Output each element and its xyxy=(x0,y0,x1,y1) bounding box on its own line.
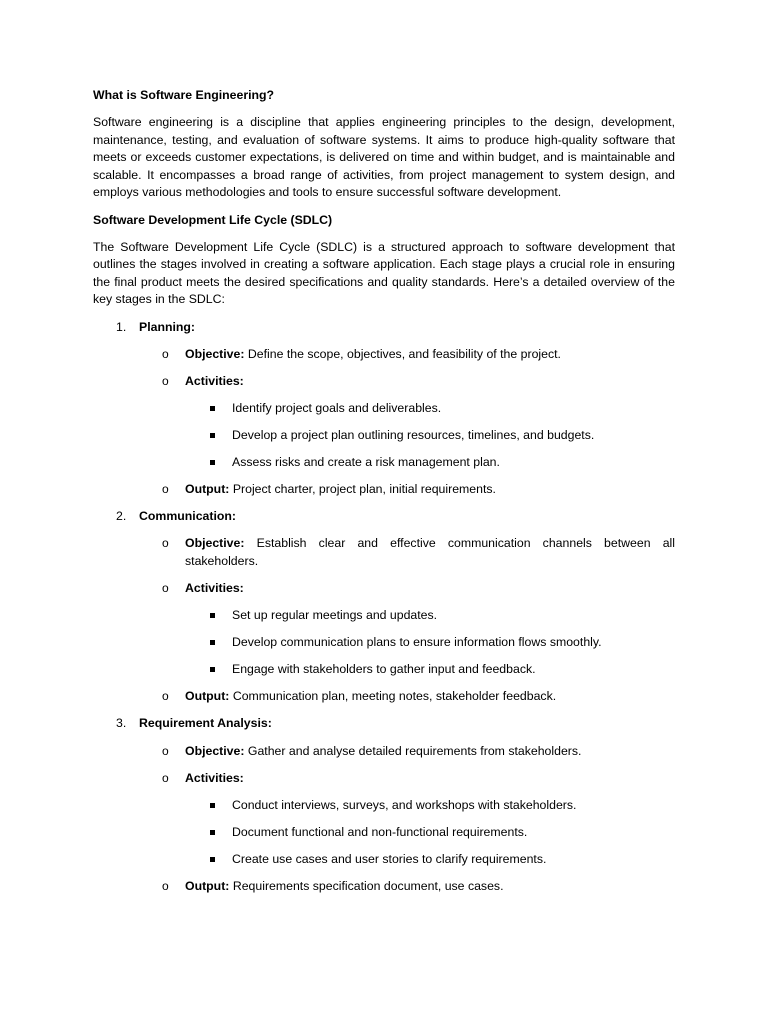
square-bullet-icon xyxy=(210,803,215,808)
circle-bullet-icon: o xyxy=(162,743,169,758)
square-bullet-icon xyxy=(210,460,215,465)
objective-item xyxy=(93,535,675,570)
stage-number: 3. xyxy=(116,716,127,731)
stage-title: Planning: xyxy=(139,319,196,334)
circle-bullet-icon: o xyxy=(162,879,169,893)
activity-text: Create use cases and user stories to clarify requirements. xyxy=(232,851,547,866)
activity-text: Document functional and non-functional requirements. xyxy=(232,824,528,839)
output-item xyxy=(93,878,675,896)
stage-number: 1. xyxy=(116,319,127,334)
activity-item xyxy=(93,634,675,652)
circle-bullet-icon: o xyxy=(162,482,169,497)
activities-label: Activities: xyxy=(185,373,244,388)
square-bullet-icon xyxy=(210,433,215,438)
objective-label: Objective: xyxy=(185,743,245,758)
stage-item xyxy=(93,715,675,733)
objective-text: Establish clear and effective communication channels between all stakeholders. xyxy=(185,536,675,568)
activity-text: Identify project goals and deliverables. xyxy=(232,400,442,415)
objective-label: Objective: xyxy=(185,536,245,551)
stage-item xyxy=(93,319,675,337)
activity-item xyxy=(93,454,675,472)
square-bullet-icon xyxy=(210,667,215,672)
activities-item xyxy=(93,373,675,391)
square-bullet-icon xyxy=(210,406,215,411)
circle-bullet-icon: o xyxy=(162,346,169,361)
objective-text: Gather and analyse detailed requirements from stakeholders. xyxy=(247,743,582,758)
activity-text: Conduct interviews, surveys, and workshops with stakeholders. xyxy=(232,797,577,812)
document-body xyxy=(93,87,675,896)
activity-item xyxy=(93,797,675,815)
circle-bullet-icon: o xyxy=(162,373,169,388)
stage-title: Communication: xyxy=(139,509,237,524)
stage-item xyxy=(93,508,675,526)
output-item xyxy=(93,481,675,499)
objective-label: Objective: xyxy=(185,346,245,361)
activity-text: Engage with stakeholders to gather input and feedback. xyxy=(232,662,536,677)
square-bullet-icon xyxy=(210,830,215,835)
activity-item xyxy=(93,851,675,869)
activity-item xyxy=(93,400,675,418)
activities-item xyxy=(93,580,675,598)
sdlc-intro-paragraph: The Software Development Life Cycle (SDLC) is a structured approach to software development that outlines the stages involved in creating a software application. Each stage plays a crucial role in ensuring the final product meets the desired specifications and quality standards. Here’s a detailed overview of the key stages in the SDLC: xyxy=(93,239,675,307)
output-label: Output: xyxy=(185,879,230,893)
output-text: Requirements specification document, use cases. xyxy=(232,879,504,893)
page-title: What is Software Engineering? xyxy=(93,88,275,102)
output-text: Project charter, project plan, initial requirements. xyxy=(232,482,496,497)
output-label: Output: xyxy=(185,689,230,704)
activities-label: Activities: xyxy=(185,580,244,595)
activity-text: Develop a project plan outlining resources, timelines, and budgets. xyxy=(232,427,595,442)
stage-number: 2. xyxy=(116,509,127,524)
activity-item xyxy=(93,661,675,679)
activities-item xyxy=(93,770,675,788)
stage-title: Requirement Analysis: xyxy=(139,716,272,731)
activities-label: Activities: xyxy=(185,770,244,785)
activity-text: Set up regular meetings and updates. xyxy=(232,608,438,623)
activity-item xyxy=(93,607,675,625)
objective-text: Define the scope, objectives, and feasibility of the project. xyxy=(247,346,561,361)
output-text: Communication plan, meeting notes, stakeholder feedback. xyxy=(232,689,557,704)
activity-item xyxy=(93,824,675,842)
square-bullet-icon xyxy=(210,613,215,618)
square-bullet-icon xyxy=(210,640,215,645)
objective-item xyxy=(93,346,675,364)
square-bullet-icon xyxy=(210,857,215,862)
activity-item xyxy=(93,427,675,445)
circle-bullet-icon: o xyxy=(162,580,169,595)
objective-item xyxy=(93,743,675,761)
sdlc-heading: Software Development Life Cycle (SDLC) xyxy=(93,212,333,227)
activity-text: Develop communication plans to ensure information flows smoothly. xyxy=(232,635,602,650)
output-label: Output: xyxy=(185,482,230,497)
intro-paragraph: Software engineering is a discipline that applies engineering principles to the design, development, maintenance, testing, and evaluation of software systems. It aims to produce high-quality software that meets or exceeds customer expectations, is delivered on time and within budget, and is maintainable and scalable. It encompasses a broad range of activities, from project management to system design, and employs various methodologies and tools to ensure successful software development. xyxy=(93,115,675,200)
circle-bullet-icon: o xyxy=(162,770,169,785)
output-item xyxy=(93,688,675,706)
activity-text: Assess risks and create a risk management plan. xyxy=(232,455,500,469)
circle-bullet-icon: o xyxy=(162,689,169,704)
circle-bullet-icon: o xyxy=(162,536,169,551)
